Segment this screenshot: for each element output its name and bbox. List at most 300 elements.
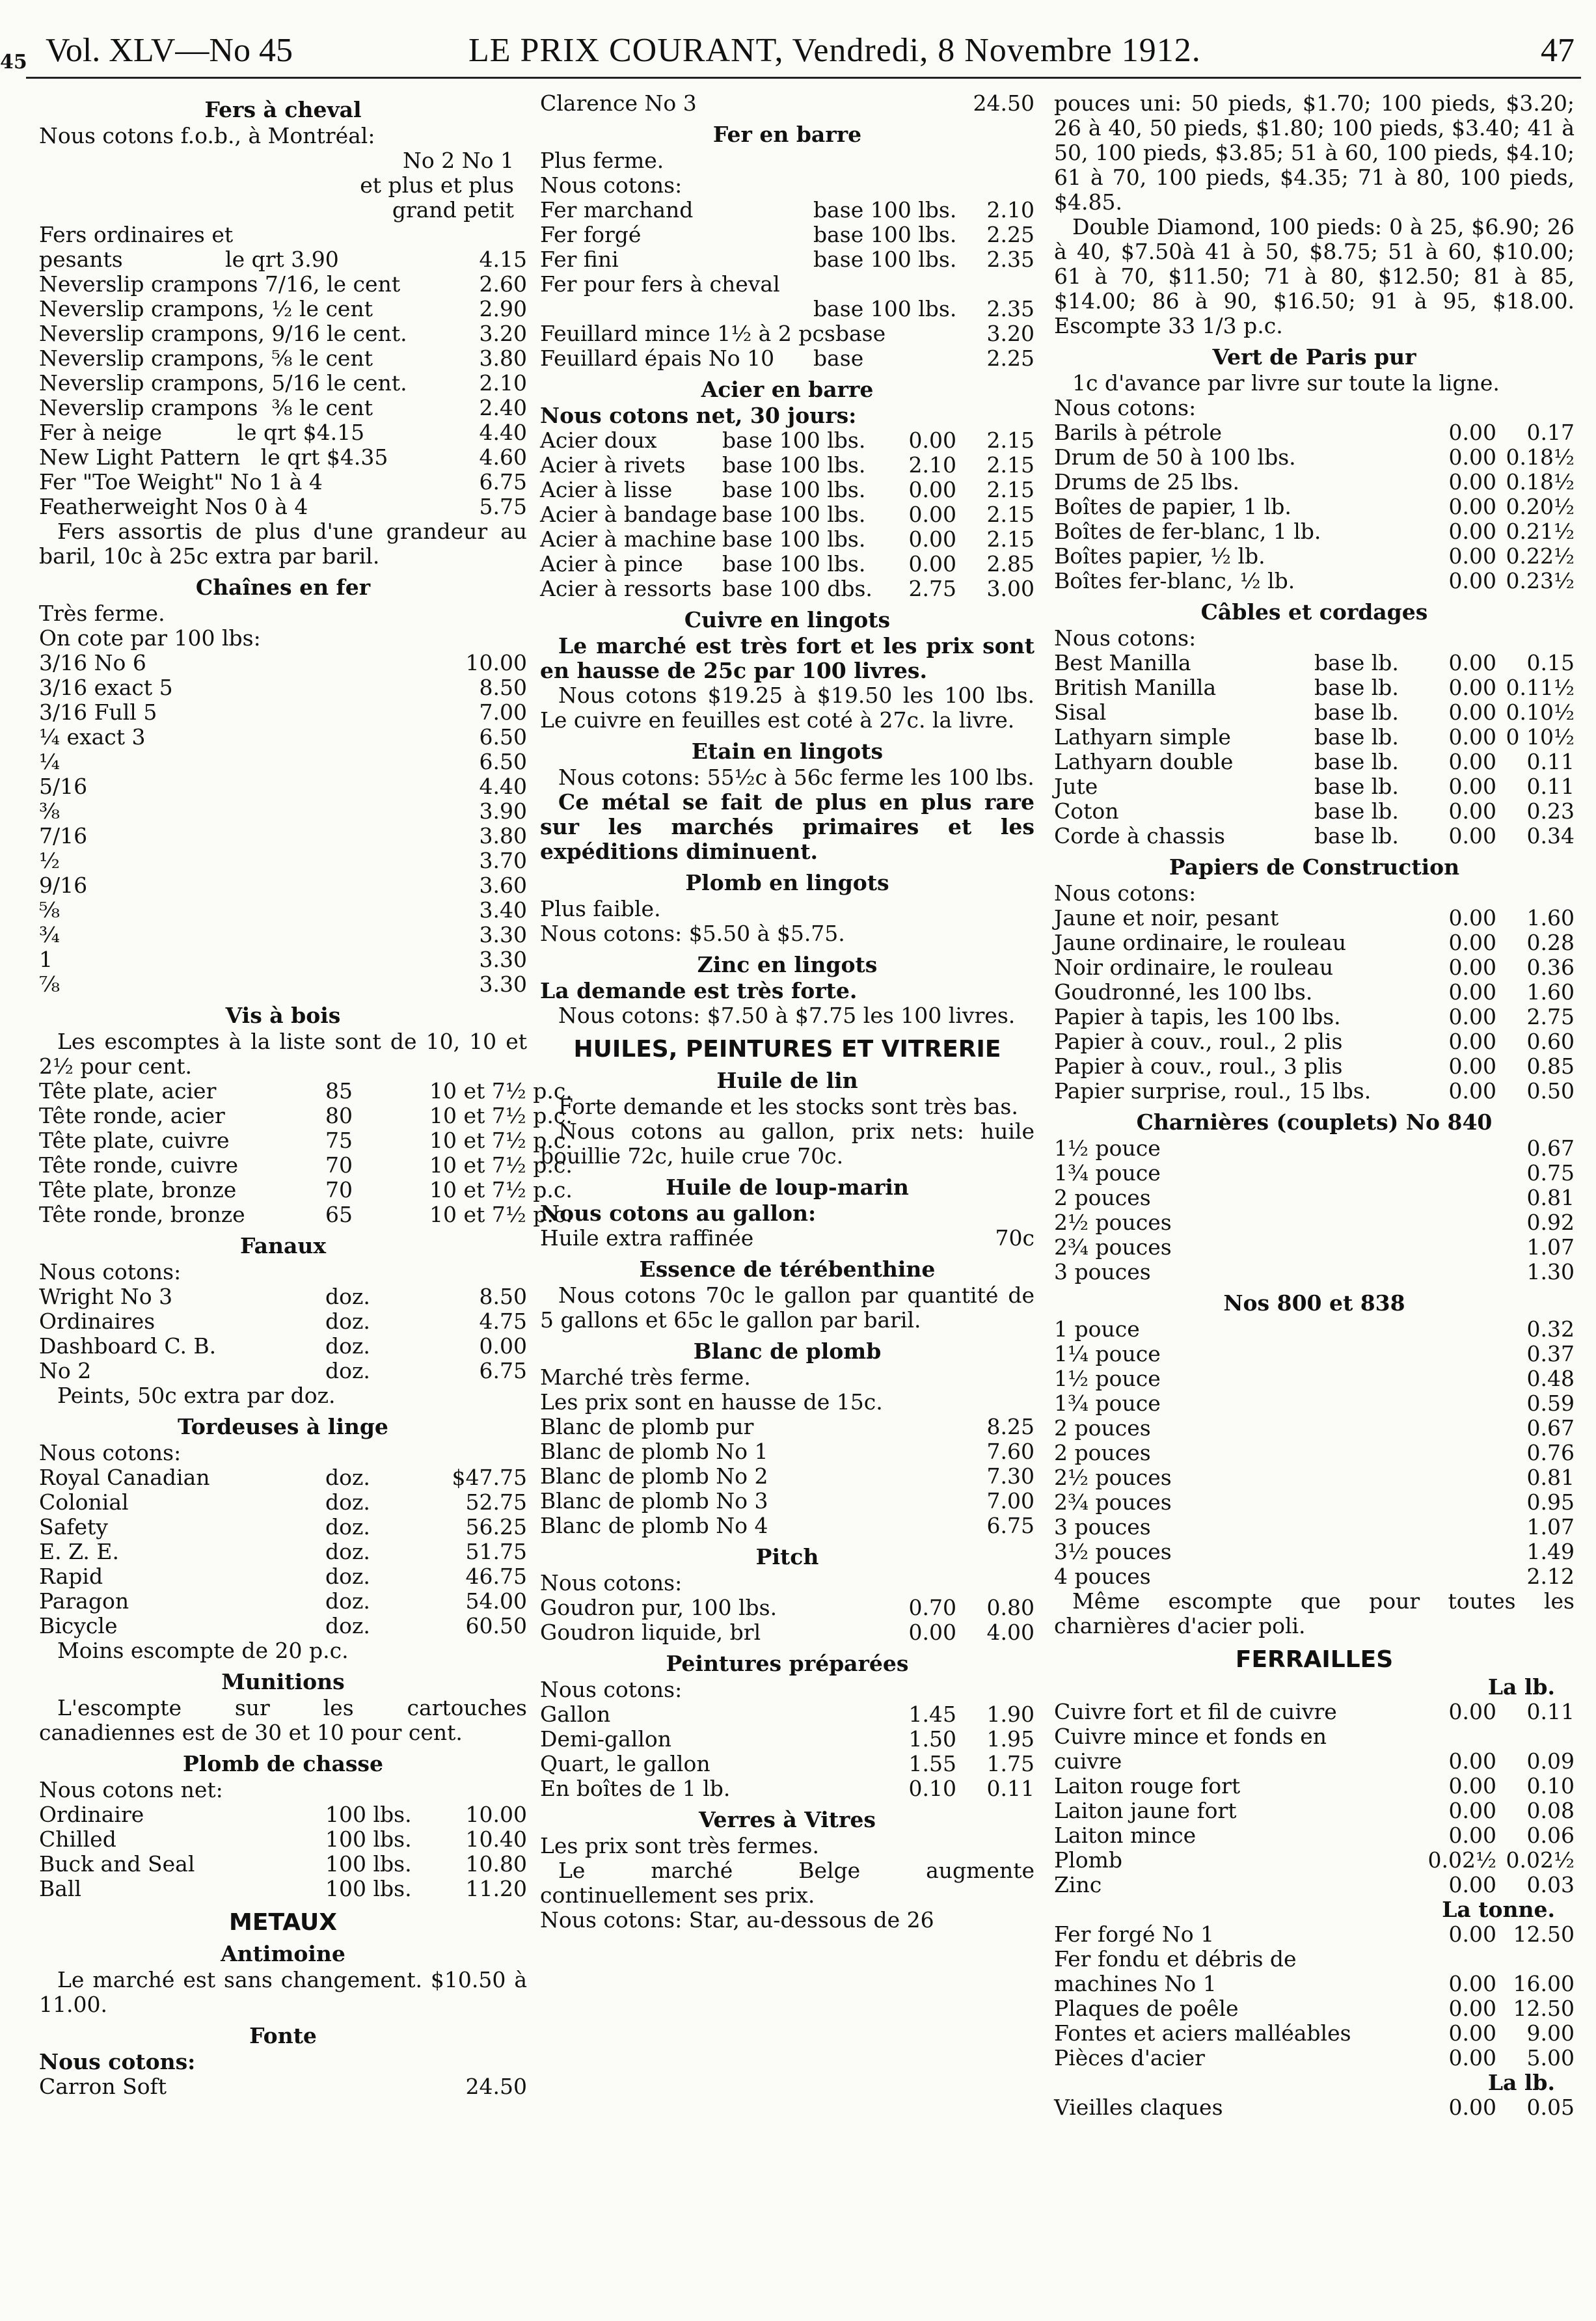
item-price: 3.30 (479, 947, 527, 972)
item-label: 2½ pouces (1054, 1465, 1172, 1490)
item-price-low: 0.00 (1448, 1029, 1496, 1054)
price-row (1054, 700, 1575, 725)
price-row (1054, 1996, 1575, 2021)
item-unit: base 100 lbs. (722, 477, 866, 502)
price-row (39, 1128, 573, 1153)
item-price: 3.90 (479, 798, 527, 824)
item-label: Colonial (39, 1489, 129, 1515)
item-unit: base 100 lbs. (722, 428, 866, 453)
item-price-low: 0.00 (1448, 2045, 1496, 2070)
item-price: 2.60 (479, 271, 527, 297)
item-price-low: 0.00 (1448, 905, 1496, 930)
price-row (1054, 1515, 1575, 1540)
item-unit: base 100 lbs. (722, 526, 866, 552)
price-row (1054, 495, 1575, 519)
price-row (39, 1359, 527, 1383)
section-heading: Blanc de plomb (693, 1338, 882, 1364)
item-price-high: 0.08 (1526, 1798, 1575, 1823)
price-row (39, 247, 527, 272)
item-price: 2.35 (986, 296, 1035, 321)
item-price-low: 0.00 (908, 502, 956, 527)
price-row (1054, 1005, 1575, 1029)
item-price-high: 0.20½ (1506, 494, 1575, 519)
item-label: En boîtes de 1 lb. (540, 1776, 731, 1801)
price-row (1054, 1235, 1575, 1260)
publication-title: LE PRIX COURANT, Vendredi, 8 Novembre 1912. (468, 32, 1201, 69)
item-price: 0.00 (479, 1333, 527, 1359)
item-price: 3.70 (479, 848, 527, 873)
item-price-high: 12.50 (1513, 1921, 1575, 1947)
section-heading: Chaînes en fer (195, 575, 371, 600)
price-row (1054, 906, 1575, 930)
item-unit: base lb. (1314, 823, 1399, 848)
item-price: 56.25 (465, 1514, 527, 1540)
item-label: Gallon (540, 1702, 611, 1727)
item-label: Tête ronde, cuivre (39, 1152, 238, 1178)
price-row (39, 1177, 573, 1202)
market-note: Ce métal se fait de plus en plus rare sur les marchés primaires et les expéditions diminuent. (540, 789, 1035, 864)
item-price: 54.00 (465, 1588, 527, 1614)
item-price: 6.75 (479, 1358, 527, 1383)
item-label: Fer fini (540, 247, 619, 272)
section-text: Nous cotons: $7.50 à $7.75 les 100 livres. (558, 1003, 1016, 1028)
item-price-high: 0.10 (1526, 1773, 1575, 1798)
item-label: Lathyarn double (1054, 749, 1234, 774)
item-label: ⅞ (39, 971, 60, 997)
item-price-low: 0.70 (908, 1595, 956, 1620)
item-label: 1 pouce (1054, 1316, 1140, 1342)
item-price-low: 0.00 (1448, 1996, 1496, 2021)
item-label: ¾ (39, 922, 60, 947)
item-price-high: 0.03 (1526, 1872, 1575, 1897)
major-heading: HUILES, PEINTURES ET VITRERIE (573, 1036, 1001, 1063)
section-text: Le marché est sans changement. $10.50 à 11.00. (39, 1967, 527, 2017)
item-price: 10 et 7½ p.c. (429, 1152, 573, 1178)
item-price: 24.50 (973, 90, 1035, 116)
item-label: Tête plate, cuivre (39, 1128, 230, 1153)
price-row (1054, 1947, 1575, 1972)
price-row (1054, 1054, 1575, 1079)
price-row (1054, 2095, 1575, 2120)
item-price-low: 0.02½ (1427, 1847, 1496, 1873)
item-price-low (1418, 1724, 1496, 1749)
price-row (39, 272, 527, 297)
price-row (1054, 1317, 1575, 1342)
price-row (540, 1226, 1035, 1251)
item-price: 10 et 7½ p.c. (429, 1103, 573, 1128)
item-label: 2¾ pouces (1054, 1234, 1172, 1260)
item-price-low: 0.00 (908, 526, 956, 552)
section-heading: Plomb en lingots (685, 870, 889, 895)
item-label: Blanc de plomb No 2 (540, 1463, 768, 1489)
price-row (39, 898, 527, 923)
item-price-high: 1.60 (1526, 905, 1575, 930)
price-row (39, 1309, 527, 1334)
item-label: 2 pouces (1054, 1415, 1151, 1441)
price-row (540, 1464, 1035, 1489)
item-label: 3 pouces (1054, 1259, 1151, 1284)
section-heading: Pitch (755, 1544, 819, 1569)
item-price-low: 0.00 (1448, 1971, 1496, 1996)
item-label: Tête ronde, acier (39, 1103, 225, 1128)
item-price: 4.60 (479, 444, 527, 470)
item-label: New Light Pattern le qrt $4.35 (39, 444, 388, 470)
item-price: 52.75 (465, 1489, 527, 1515)
section-intro: Nous cotons au gallon: (540, 1201, 817, 1226)
item-label: Clarence No 3 (540, 90, 697, 116)
item-unit: doz. (325, 1465, 370, 1490)
item-unit: base 100 lbs. (813, 197, 957, 223)
item-label: Laiton jaune fort (1054, 1798, 1237, 1823)
item-label: Acier à machine (540, 526, 716, 552)
item-label: Fer "Toe Weight" No 1 à 4 (39, 469, 323, 495)
item-label: Feuillard épais No 10 (540, 346, 775, 371)
item-price-high: 2.75 (1526, 1004, 1575, 1029)
item-label: Paragon (39, 1588, 129, 1614)
item-label: 2¾ pouces (1054, 1489, 1172, 1515)
item-label: Blanc de plomb No 1 (540, 1439, 768, 1464)
section-heading: Vert de Paris pur (1212, 344, 1416, 370)
price-row (540, 1513, 1035, 1538)
item-label: Papier à couv., roul., 2 plis (1054, 1029, 1343, 1054)
item-price: 10.00 (465, 650, 527, 675)
item-price-low: 0.00 (1448, 1078, 1496, 1104)
item-price: 4.40 (479, 420, 527, 445)
price-row (39, 223, 527, 247)
section-intro: Nous cotons: (39, 1259, 182, 1284)
price-row (1054, 980, 1575, 1005)
item-unit: base lb. (1314, 650, 1399, 675)
page-number: 47 (1541, 32, 1575, 69)
price-row (39, 297, 527, 321)
item-price-low: 0.00 (1448, 543, 1496, 569)
section-heading: Câbles et cordages (1200, 599, 1428, 625)
item-price-low: 0.00 (1448, 930, 1496, 955)
price-row (1054, 725, 1575, 750)
item-unit: 100 lbs. (325, 1802, 412, 1827)
item-label: No 2 (39, 1358, 92, 1383)
item-label: Boîtes fer-blanc, ½ lb. (1054, 568, 1295, 593)
item-price-high: 5.00 (1526, 2045, 1575, 2070)
item-price-high: 0.10½ (1506, 699, 1575, 725)
item-price-high: 1.90 (986, 1702, 1035, 1727)
item-label: Corde à chassis (1054, 823, 1225, 848)
price-row (1054, 750, 1575, 774)
section-heading: Essence de térébenthine (639, 1256, 936, 1282)
item-label: 3/16 No 6 (39, 650, 146, 675)
item-price-low: 0.00 (1448, 1053, 1496, 1079)
section-intro: Nous cotons net: (39, 1777, 223, 1802)
item-label: Fer marchand (540, 197, 694, 223)
item-label: 3/16 Full 5 (39, 699, 157, 725)
item-price: 0.59 (1526, 1391, 1575, 1416)
price-row (540, 223, 1035, 247)
item-label: 2½ pouces (1054, 1210, 1172, 1235)
item-price: 7.60 (986, 1439, 1035, 1464)
item-label: Zinc (1054, 1872, 1102, 1897)
price-row (1054, 651, 1575, 675)
item-label: Ordinaire (39, 1802, 144, 1827)
item-price: 2.10 (479, 370, 527, 396)
price-row (1054, 1700, 1575, 1724)
item-label: Goudronné, les 100 lbs. (1054, 979, 1313, 1005)
item-price-high: 0.06 (1526, 1823, 1575, 1848)
price-row (1054, 1724, 1575, 1749)
price-row (39, 1334, 527, 1359)
price-row (540, 527, 1035, 552)
price-row (540, 1702, 1035, 1727)
item-price: 10 et 7½ p.c. (429, 1078, 573, 1104)
item-price-high: 0.34 (1526, 823, 1575, 848)
item-label: 2 pouces (1054, 1185, 1151, 1210)
price-row (1054, 799, 1575, 824)
price-row (39, 1465, 527, 1490)
item-label: ¼ (39, 749, 60, 774)
item-label: 3½ pouces (1054, 1539, 1172, 1564)
item-price: 10 et 7½ p.c. (429, 1128, 573, 1153)
item-label: Goudron pur, 100 lbs. (540, 1595, 778, 1620)
item-unit: 70 (325, 1152, 353, 1178)
section-heading: Zinc en lingots (697, 952, 878, 977)
item-price: 7.00 (986, 1488, 1035, 1513)
item-price: 10.80 (465, 1851, 527, 1877)
price-row (540, 552, 1035, 577)
item-price: 8.50 (479, 675, 527, 700)
item-price: 0.48 (1526, 1366, 1575, 1391)
item-label: Plaques de poêle (1054, 1996, 1239, 2021)
price-row (39, 1614, 527, 1638)
item-label: 1¼ pouce (1054, 1341, 1161, 1366)
item-price-high: 0.05 (1526, 2095, 1575, 2120)
price-row (39, 824, 527, 848)
item-unit: base (813, 346, 864, 371)
market-note: Marché très ferme. (540, 1364, 751, 1390)
price-row (39, 799, 527, 824)
item-label: 3/16 exact 5 (39, 675, 173, 700)
price-row (39, 1589, 527, 1614)
item-label: Fer forgé No 1 (1054, 1921, 1215, 1947)
section-intro: Nous cotons net, 30 jours: (540, 403, 857, 428)
item-price-high: 2.85 (986, 551, 1035, 577)
item-unit: base 100 lbs. (813, 296, 957, 321)
section-intro: Nous cotons: (540, 1677, 683, 1702)
price-row (1054, 2046, 1575, 2070)
item-price: 6.50 (479, 724, 527, 750)
price-row (39, 346, 527, 371)
item-unit: 65 (325, 1202, 353, 1227)
item-price: 0.92 (1526, 1210, 1575, 1235)
item-price-high: 2.15 (986, 477, 1035, 502)
item-label: ½ (39, 848, 60, 873)
item-label: Acier à lisse (540, 477, 673, 502)
item-label: Feuillard mince 1½ à 2 pcs (540, 321, 835, 346)
price-row (540, 1489, 1035, 1513)
item-label: 3 pouces (1054, 1514, 1151, 1540)
price-row (1054, 1441, 1575, 1465)
item-price: 0.95 (1526, 1489, 1575, 1515)
price-row (39, 947, 527, 972)
item-price: 3.80 (479, 823, 527, 848)
section-heading: Huile de lin (716, 1068, 858, 1093)
item-label: Carron Soft (39, 2074, 167, 2099)
item-label: Cuivre fort et fil de cuivre (1054, 1699, 1337, 1724)
column-3 (1054, 91, 1575, 2290)
price-row (1054, 470, 1575, 495)
item-label: Quart, le gallon (540, 1751, 710, 1776)
price-row (39, 2074, 527, 2099)
item-label: Acier à rivets (540, 452, 686, 478)
item-label: Boîtes de fer-blanc, 1 lb. (1054, 519, 1321, 544)
item-label: Tête ronde, bronze (39, 1202, 245, 1227)
item-unit: base 100 lbs. (813, 247, 957, 272)
item-label: Boîtes de papier, 1 lb. (1054, 494, 1292, 519)
item-price-low: 0.00 (908, 551, 956, 577)
item-price-high: 0.15 (1526, 650, 1575, 675)
price-row (1054, 930, 1575, 955)
price-row (39, 1852, 527, 1877)
item-price-high: 0.11½ (1506, 675, 1575, 700)
price-row (1054, 544, 1575, 569)
price-row (1054, 1465, 1575, 1490)
price-row (39, 848, 527, 873)
section-text: Nous cotons: Star, au-dessous de 26 (540, 1907, 934, 1933)
item-label: Neverslip crampons, ½ le cent (39, 296, 373, 321)
item-price-high: 4.00 (986, 1620, 1035, 1645)
market-note: Le marché Belge augmente continuellement ses prix. (540, 1858, 1035, 1908)
item-price: 51.75 (465, 1539, 527, 1564)
item-label: 1½ pouce (1054, 1366, 1161, 1391)
item-label: Featherweight Nos 0 à 4 (39, 494, 308, 519)
item-price-low: 0.00 (1448, 1872, 1496, 1897)
item-label: Fers ordinaires et (39, 222, 234, 247)
price-row (540, 577, 1035, 601)
price-row (39, 396, 527, 420)
item-unit: 80 (325, 1103, 353, 1128)
item-unit: base 100 lbs. (722, 551, 866, 577)
price-row (39, 1103, 573, 1128)
item-price: 3.20 (986, 321, 1035, 346)
item-price: 3.30 (479, 971, 527, 997)
price-row (39, 1078, 573, 1104)
item-label: Acier à pince (540, 551, 683, 577)
section-intro: Nous cotons: (540, 172, 683, 198)
item-unit: 100 lbs. (325, 1851, 412, 1877)
section-text: Nous cotons: $5.50 à $5.75. (540, 921, 845, 946)
item-unit (813, 272, 963, 297)
price-row (1054, 2021, 1575, 2046)
item-price: 1.07 (1526, 1514, 1575, 1540)
section-heading: Acier en barre (701, 377, 874, 402)
item-unit: doz. (325, 1613, 370, 1638)
price-row (39, 1152, 573, 1178)
item-label: ¼ exact 3 (39, 724, 146, 750)
item-price-high: 0.11 (986, 1776, 1035, 1801)
item-price-high: 0.28 (1526, 930, 1575, 955)
unit-label: La lb. (1487, 2070, 1555, 2095)
item-label: Safety (39, 1514, 108, 1540)
price-row (1054, 1342, 1575, 1366)
price-row (1054, 1210, 1575, 1235)
price-row (39, 420, 527, 445)
price-row (540, 502, 1035, 527)
item-price: 0.67 (1526, 1135, 1575, 1161)
item-unit: doz. (325, 1539, 370, 1564)
item-price: 3.20 (479, 321, 527, 346)
item-unit: doz. (325, 1333, 370, 1359)
item-price: 10 et 7½ p.c. (429, 1177, 573, 1202)
price-row (540, 1439, 1035, 1464)
section-text: Nous cotons $19.25 à $19.50 les 100 lbs. Le cuivre en feuilles est coté à 27c. la livre. (540, 683, 1035, 733)
price-row (540, 1415, 1035, 1439)
item-price: 10.40 (465, 1826, 527, 1852)
edge-page-marker: 45 (0, 51, 27, 74)
item-unit: 75 (325, 1128, 353, 1153)
item-label: Laiton mince (1054, 1823, 1197, 1848)
price-row (39, 873, 527, 898)
section-intro: Nous cotons: (39, 2049, 196, 2074)
market-note: Les prix sont en hausse de 15c. (540, 1389, 883, 1415)
price-row (39, 1564, 527, 1589)
item-price: 1.07 (1526, 1234, 1575, 1260)
item-unit: base 100 lbs. (722, 502, 866, 527)
item-label: Drums de 25 lbs. (1054, 469, 1239, 495)
item-unit: 70 (325, 1177, 353, 1202)
item-price-high: 0.18½ (1506, 444, 1575, 470)
price-row (39, 651, 527, 675)
item-price: 1.49 (1526, 1539, 1575, 1564)
item-label: Cuivre mince et fonds en (1054, 1724, 1327, 1749)
market-note: 1c d'avance par livre sur toute la ligne. (1072, 370, 1500, 396)
price-row (1054, 1823, 1575, 1848)
item-price: 60.50 (465, 1613, 527, 1638)
price-row (39, 495, 527, 519)
price-row (39, 675, 527, 700)
price-row (39, 1515, 527, 1540)
column-2 (540, 91, 1035, 2290)
item-price-high: 0.11 (1526, 749, 1575, 774)
section-intro: Nous cotons f.o.b., à Montréal: (39, 123, 375, 148)
item-price: 24.50 (465, 2074, 527, 2099)
item-price: 2.35 (986, 247, 1035, 272)
price-row (39, 1827, 527, 1852)
price-row (1054, 1564, 1575, 1589)
item-price: $47.75 (452, 1465, 527, 1490)
item-price: 3.80 (479, 346, 527, 371)
section-heading: Papiers de Construction (1169, 854, 1460, 880)
price-row (1054, 1079, 1575, 1104)
item-price-low: 0.00 (1448, 519, 1496, 544)
item-price: 4.75 (479, 1309, 527, 1334)
market-note: La demande est très forte. (540, 978, 858, 1003)
price-row (39, 972, 527, 997)
section-intro: On cote par 100 lbs: (39, 625, 261, 651)
item-price: 0.76 (1526, 1440, 1575, 1465)
price-row (1054, 675, 1575, 700)
item-label: Fer pour fers à cheval (540, 271, 780, 297)
item-price-low: 0.00 (1448, 444, 1496, 470)
item-unit: base lb. (1314, 675, 1399, 700)
item-unit: base lb. (1314, 798, 1399, 824)
price-row (39, 321, 527, 346)
item-price-low: 0.00 (1448, 724, 1496, 750)
section-text: Nous cotons 70c le gallon par quantité de 5 gallons et 65c le gallon par baril. (540, 1283, 1035, 1333)
item-price-low: 0.00 (1448, 1921, 1496, 1947)
item-price-low: 0.00 (1448, 699, 1496, 725)
item-price-high: 0.11 (1526, 1699, 1575, 1724)
note: Même escompte que pour toutes les charnières d'acier poli. (1054, 1588, 1575, 1638)
item-price (963, 272, 1035, 297)
item-price-low: 0.00 (1448, 675, 1496, 700)
